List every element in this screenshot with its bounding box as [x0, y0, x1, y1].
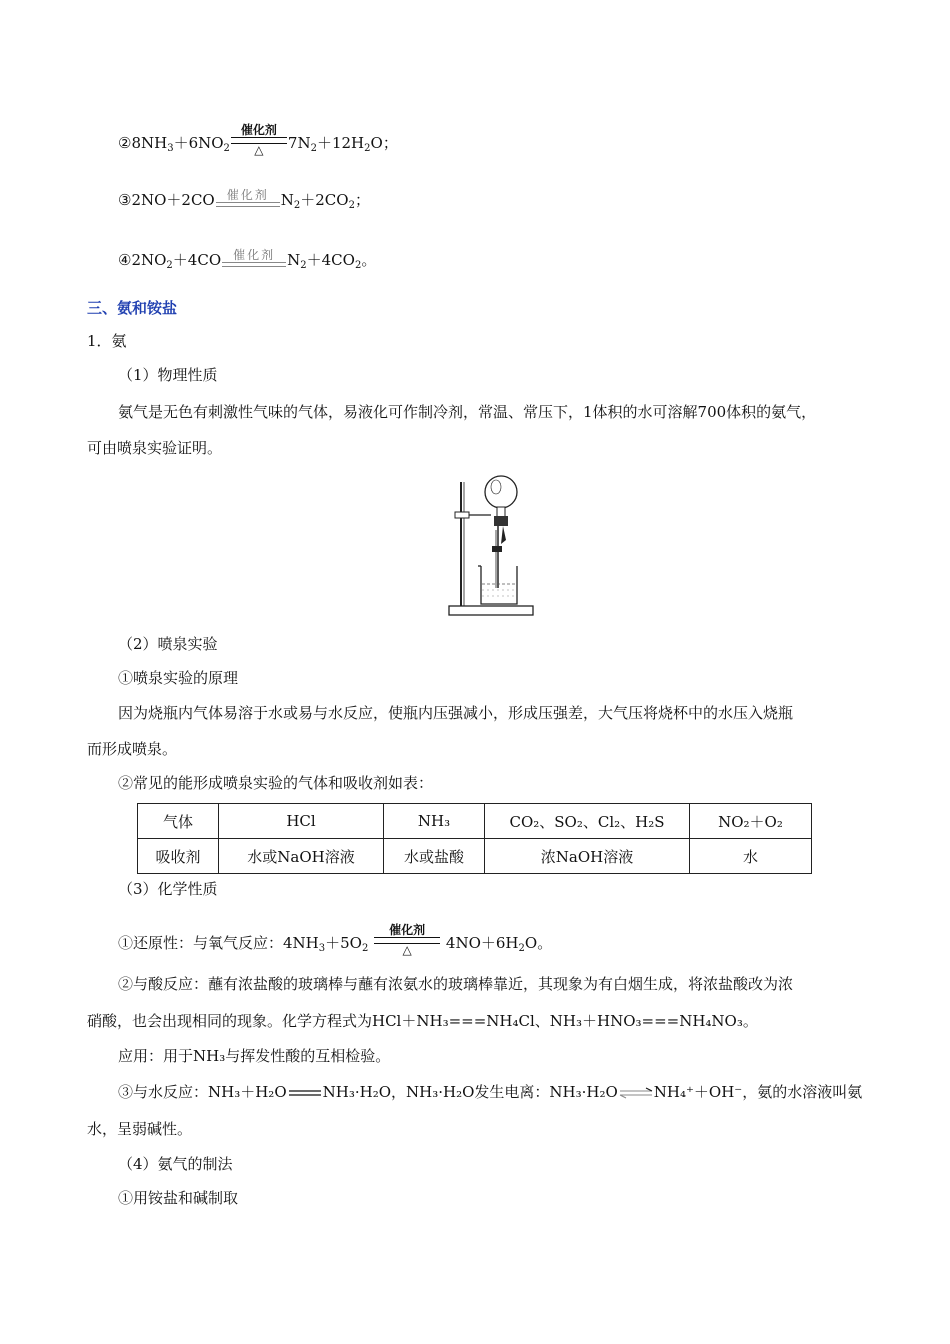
r1-tail: 4NO＋6H [445, 934, 519, 952]
table-row [138, 804, 812, 839]
water-reaction-text-b: 水，呈弱碱性。 [87, 1120, 193, 1138]
eq3-condition [216, 189, 280, 207]
chemical-properties-title: （3）化学性质 [118, 880, 218, 898]
eq2-tail1: 7N [287, 134, 311, 152]
section-heading: 三、氨和铵盐 [87, 299, 178, 317]
equation-4: $④2NO_2+4CO$ 催化剂 $N_2+4CO_2$。 [118, 248, 377, 271]
table-cell: CO₂、SO₂、Cl₂、H₂S [485, 804, 690, 839]
fountain-apparatus-figure [445, 470, 535, 618]
acid-reaction-text-a: ②与酸反应：蘸有浓盐酸的玻璃棒与蘸有浓氨水的玻璃棒靠近，其现象为有白烟生成，将浓盐酸改为浓 [118, 975, 794, 993]
eq4-tail1: N [287, 251, 301, 269]
preparation-title: （4）氨气的制法 [118, 1155, 233, 1173]
eq2-mid: ＋6NO [173, 134, 224, 152]
eq4-catalyst: 催化剂 [233, 248, 276, 262]
table-row [138, 839, 812, 874]
application-text: 应用：用于NH₃与挥发性酸的互相检验。 [118, 1047, 391, 1065]
r1-condition [374, 924, 440, 956]
eq3-tail2: ＋2CO [300, 191, 349, 209]
table-cell: NH₃ [384, 804, 485, 839]
table-cell: 水 [690, 839, 812, 874]
eq4-condition [222, 249, 286, 267]
preparation-method-1: ①用铵盐和碱制取 [118, 1189, 239, 1207]
fountain-principle-text-b: 而形成喷泉。 [87, 740, 178, 758]
reversible-arrow-icon [287, 1087, 323, 1099]
subsection-title: 1．氨 [87, 332, 127, 350]
eq4-tail2: ＋4CO [306, 251, 355, 269]
eq2-heat: △ [254, 143, 264, 157]
r3-part1: ③与水反应：NH₃＋H₂O [118, 1083, 287, 1101]
eq4-tail3: 。 [361, 251, 377, 269]
eq3-catalyst: 催化剂 [226, 188, 269, 202]
r1-heat: △ [402, 943, 412, 957]
eq3-lead: ③2NO＋2CO [118, 191, 215, 209]
physical-properties-text-b: 可由喷泉实验证明。 [87, 439, 223, 457]
r1-mid: ＋5O [325, 934, 362, 952]
eq2-tail3: O； [370, 134, 398, 152]
equation-3: ③2NO＋2CO 催化剂 $N_2+2CO_2$； [118, 188, 370, 211]
table-cell: NO₂＋O₂ [690, 804, 812, 839]
table-cell: 水或盐酸 [384, 839, 485, 874]
table-cell: 水或NaOH溶液 [219, 839, 384, 874]
fountain-principle-title: ①喷泉实验的原理 [118, 669, 239, 687]
table-cell: 吸收剂 [138, 839, 219, 874]
physical-properties-title: （1）物理性质 [118, 366, 218, 384]
r1-catalyst: 催化剂 [389, 923, 426, 937]
r3-part2: NH₃·H₂O，NH₃·H₂O发生电离：NH₃·H₂O [322, 1083, 618, 1101]
ionization-arrow-icon [618, 1087, 654, 1099]
gas-absorbent-table [137, 803, 812, 874]
r1-end: O。 [524, 934, 553, 952]
eq3-tail1: N [280, 191, 294, 209]
eq2-tail2: ＋12H [316, 134, 365, 152]
physical-properties-text-a: 氨气是无色有刺激性气味的气体，易液化可作制冷剂，常温、常压下，1体积的水可溶解700体积的氨气， [118, 403, 817, 421]
equation-2: $②8NH_3+6NO_2$ 催化剂 △ $7N_2+12H_2O$； [118, 123, 398, 157]
eq2-catalyst: 催化剂 [240, 123, 277, 137]
fountain-title: （2）喷泉实验 [118, 635, 218, 653]
table-cell: HCl [219, 804, 384, 839]
eq2-lead: ②8NH [118, 134, 168, 152]
table-cell: 浓NaOH溶液 [485, 839, 690, 874]
fountain-table-intro: ②常见的能形成喷泉实验的气体和吸收剂如表： [118, 774, 434, 792]
acid-reaction-text-b: 硝酸，也会出现相同的现象。化学方程式为HCl＋NH₃===NH₄Cl、NH₃＋HNO₃===NH₄NO₃。 [87, 1012, 758, 1030]
eq2-condition [231, 124, 287, 156]
eq4-mid: ＋4CO [172, 251, 222, 269]
table-cell: 气体 [138, 804, 219, 839]
r1-lead: ①还原性：与氧气反应：4NH [118, 934, 319, 952]
reduction-equation: ①还原性：与氧气反应：$4NH_3+5O_2$ 催化剂 △ $4NO+6H_2O$。 [118, 923, 553, 957]
water-reaction-text-a [118, 1081, 862, 1103]
eq3-tail3: ； [354, 191, 370, 209]
eq4-lead: ④2NO [118, 251, 167, 269]
fountain-principle-text-a: 因为烧瓶内气体易溶于水或易与水反应，使瓶内压强减小，形成压强差，大气压将烧杯中的水压入烧瓶 [118, 704, 794, 722]
r3-part3: NH₄⁺＋OH⁻，氨的水溶液叫氨 [653, 1083, 863, 1101]
